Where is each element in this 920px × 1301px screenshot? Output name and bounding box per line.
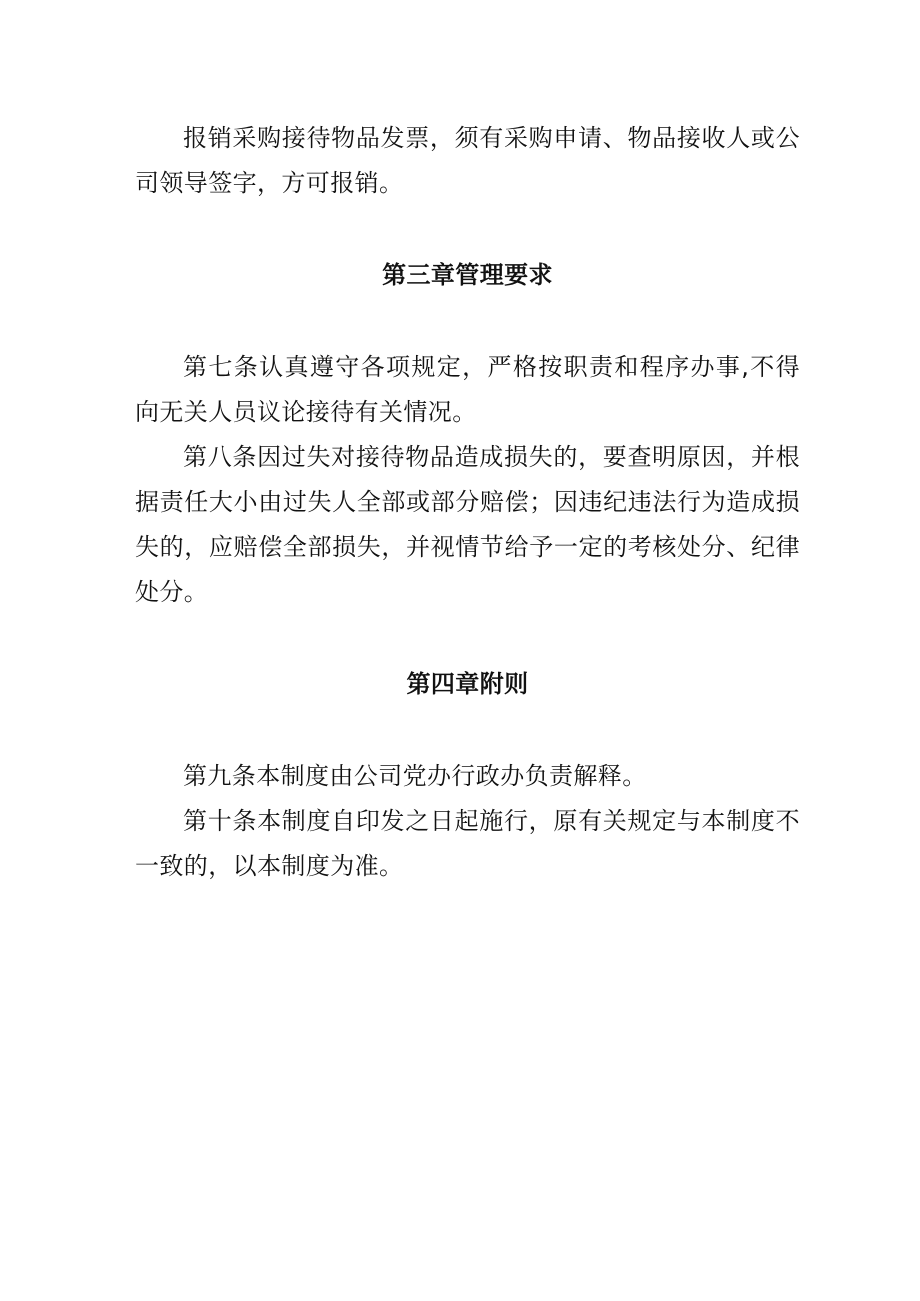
chapter-heading-appendix: 第四章附则 xyxy=(406,670,529,698)
paragraph-reimbursement: 报销采购接待物品发票，须有采购申请、物品接收人或公司领导签字，方可报销。 xyxy=(135,124,800,197)
document-body xyxy=(135,116,800,889)
chapter-heading-management: 第三章管理要求 xyxy=(382,261,553,289)
paragraph-article-9: 第九条本制度由公司党办行政办负责解释。 xyxy=(183,762,647,790)
paragraph-article-7: 第七条认真遵守各项规定，严格按职责和程序办事,不得向无关人员议论接待有关情况。 xyxy=(135,353,800,426)
paragraph-article-8: 第八条因过失对接待物品造成损失的，要查明原因，并根据责任大小由过失人全部或部分赔偿；因违纪违法行为造成损失的，应赔偿全部损失，并视情节给予一定的考核处分、纪律处分。 xyxy=(135,443,800,606)
paragraph-article-10: 第十条本制度自印发之日起施行，原有关规定与本制度不一致的，以本制度为准。 xyxy=(135,807,800,880)
